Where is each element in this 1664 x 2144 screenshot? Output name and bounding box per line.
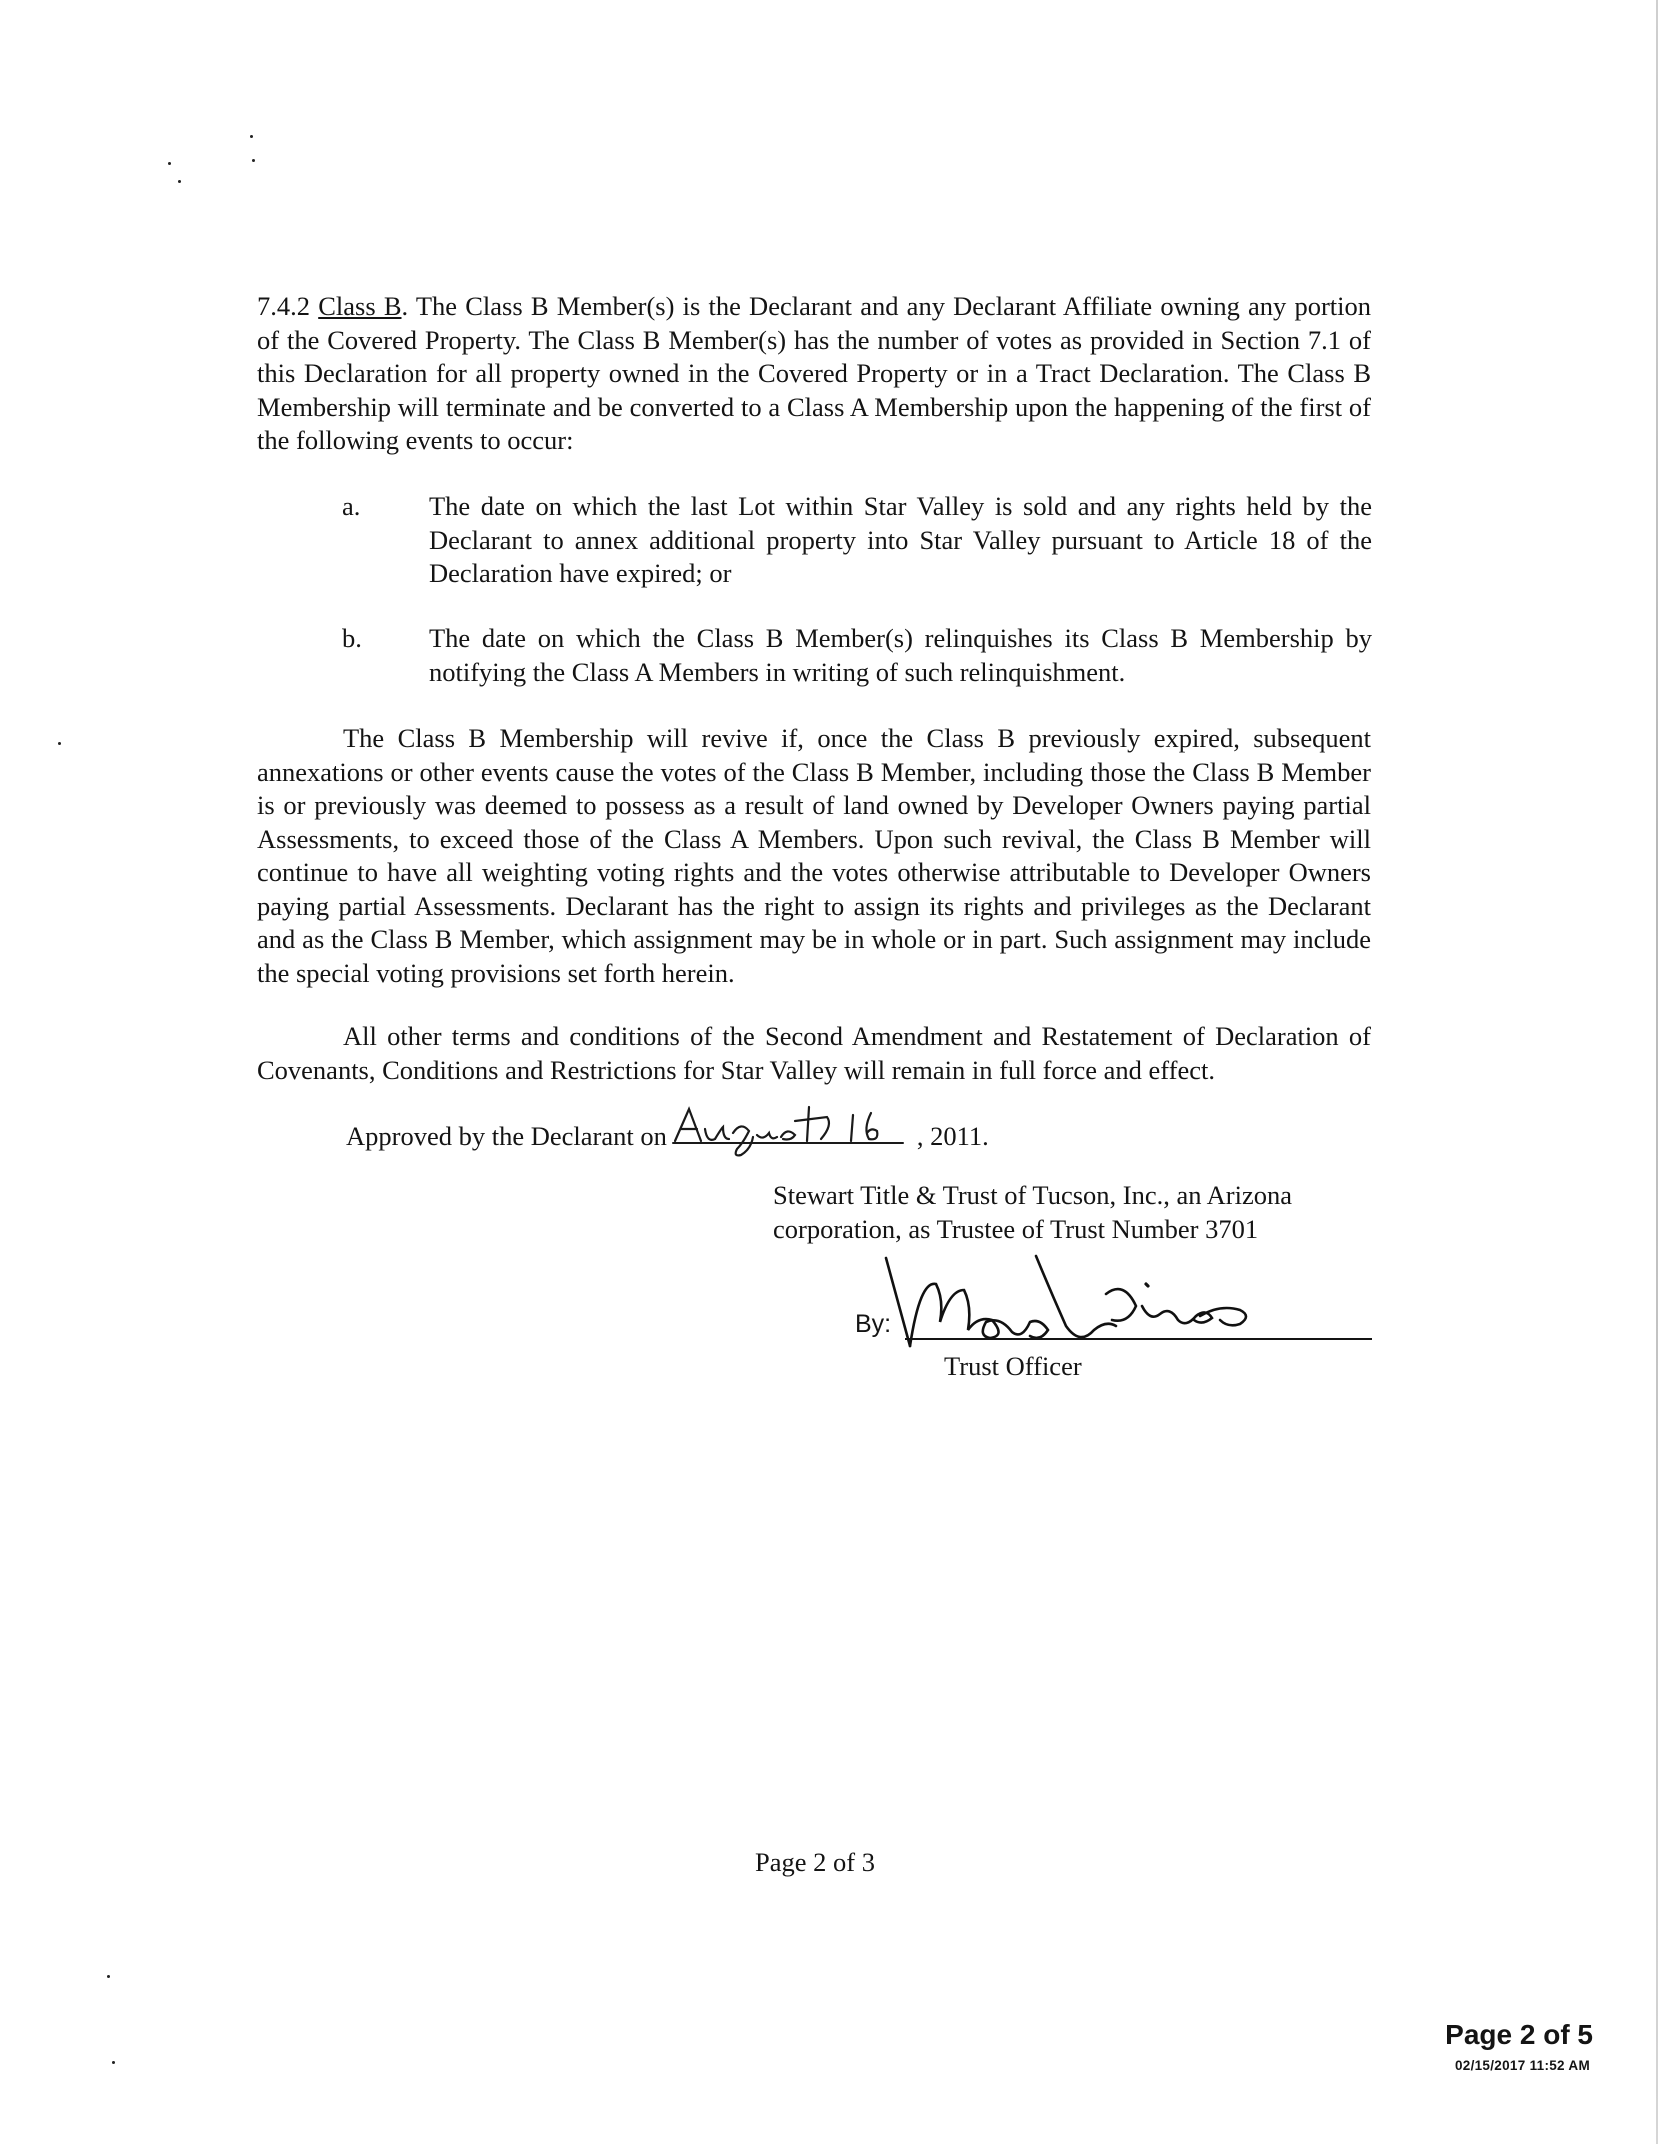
scan-speck [168,162,171,165]
scan-speck [252,159,255,162]
handwritten-date-scribble [667,1099,917,1159]
scan-speck [178,180,181,183]
list-item-a [342,490,1372,591]
section-body: . The Class B Member(s) is the Declarant and any Declarant Affiliate owning any portion of the Covered Property. The Class B Member(s) has the number of votes as provided in Section 7.1 of this Declaration for all property owned in the Covered Property or in a Tract Declaration. The Class B Membership will terminate and be converted to a Class A Membership upon the happening of the first of the following events to occur: [257,291,1372,455]
scan-speck [107,1975,110,1978]
revival-paragraph: The Class B Membership will revive if, once the Class B previously expired, subsequent annexations or other events cause the votes of the Class B Member, including those the Class B Member is or previously was deemed to possess as a result of land owned by Developer Owners paying partial Assessments, to exceed those of the Class A Members. Upon such revival, the Class B Member will continue to have all weighting voting rights and the votes otherwise attributable to Developer Owners paying partial Assessments. Declarant has the right to assign its rights and privileges as the Declarant and as the Class B Member, which assignment may be in whole or in part. Such assignment may include the special voting provisions set forth herein. [257,723,1371,988]
signature-line [905,1338,1372,1340]
list-item-text: The date on which the last Lot within Star Valley is sold and any rights held by the Declarant to annex additional property into Star Valley pursuant to Article 18 of the Declaration have expired; or [429,491,1372,588]
recording-datetime-stamp: 02/15/2017 11:52 AM [1454,2058,1590,2073]
scan-speck [250,135,253,138]
closing-paragraph: All other terms and conditions of the Second Amendment and Restatement of Declaration of Covenants, Conditions and Restrictions for Star Valley will remain in full force and effect. [257,1021,1371,1085]
scan-speck [112,2061,115,2064]
signer-title: Trust Officer [944,1351,1082,1381]
list-marker: b. [342,623,362,653]
list-marker: a. [342,491,361,521]
scan-edge [1656,0,1658,2144]
by-label: By: [855,1310,892,1338]
section-heading: Class B [318,291,402,321]
list-item-text: The date on which the Class B Member(s) relinquishes its Class B Membership by notifying the Class A Members in writing of such relinquishment. [429,623,1372,687]
scan-speck [58,742,61,745]
list-item-b [342,622,1372,689]
approval-prefix: Approved by the Declarant on [346,1121,667,1151]
approval-suffix: , 2011. [916,1121,989,1151]
trustee-block [773,1179,1292,1246]
approval-line [346,1120,989,1154]
trustee-line-1: Stewart Title & Trust of Tucson, Inc., an Arizona [773,1180,1293,1210]
section-number: 7.4.2 [257,291,310,321]
trustee-line-2: corporation, as Trustee of Trust Number 3701 [773,1213,1259,1244]
recording-page-stamp: Page 2 of 5 [1445,2019,1593,2050]
handwritten-signature [880,1250,1340,1360]
page-number: Page 2 of 3 [755,1847,875,1877]
section-7-4-2-paragraph [257,290,1371,458]
handwritten-date [667,1121,917,1154]
